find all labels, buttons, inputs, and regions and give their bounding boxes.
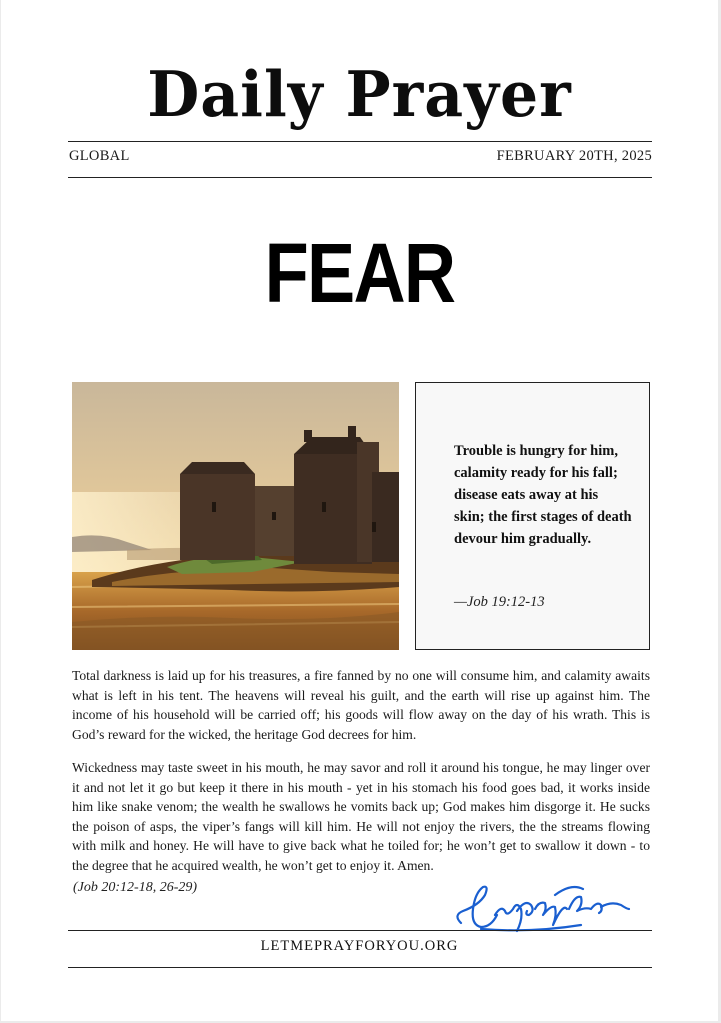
quote-citation: —Job 19:12-13	[454, 594, 545, 610]
meta-divider	[68, 177, 652, 178]
quote-box	[415, 382, 650, 650]
signature-graphic	[451, 875, 631, 937]
signature-image	[451, 875, 631, 937]
headline: FEAR	[264, 226, 455, 320]
page	[1, 0, 718, 1021]
castle-photo-image	[72, 382, 399, 650]
top-divider	[68, 141, 652, 142]
quote-text: Trouble is hungry for him, calamity ready for his fall; disease eats away at his skin; the first stages of death devour him gradually.	[454, 443, 632, 547]
scripture-reference: (Job 20:12-18, 26-29)	[73, 880, 198, 895]
footer-bottom-divider	[68, 967, 652, 968]
date-label: FEBRUARY 20TH, 2025	[496, 148, 652, 164]
footer-url[interactable]: LETMEPRAYFORYOU.ORG	[260, 938, 459, 954]
masthead-title: Daily Prayer	[147, 58, 572, 132]
footer-top-divider	[68, 930, 652, 931]
castle-photo	[72, 382, 399, 650]
body-paragraph-2: Wickedness may taste sweet in his mouth, he may savor and roll it around his tongue, he may linger over it and not let it go but keep it there in his mouth - yet in his stomach his food goes bad, it works inside him like snake venom; the wealth he swallows he vomits back up; God makes him disgorge it. He sucks the poison of asps, the viper’s fangs will kill him. He will not enjoy the rivers, the the streams flowing with milk and honey. He will have to give back what he toiled for; he won’t get to swallow it down - to the degree that he acquired wealth, he won’t get to enjoy it. Amen.	[72, 760, 650, 873]
body-paragraph-1: Total darkness is laid up for his treasures, a fire fanned by no one will consume him, and calamity awaits what is left in his tent. The heavens will reveal his guilt, and the earth will rise up against him. The income of his household will be carried off; his goods will flow away on the day of his wrath. This is God’s reward for the wicked, the heritage God decrees for him.	[72, 668, 650, 742]
region-label: GLOBAL	[69, 148, 130, 164]
